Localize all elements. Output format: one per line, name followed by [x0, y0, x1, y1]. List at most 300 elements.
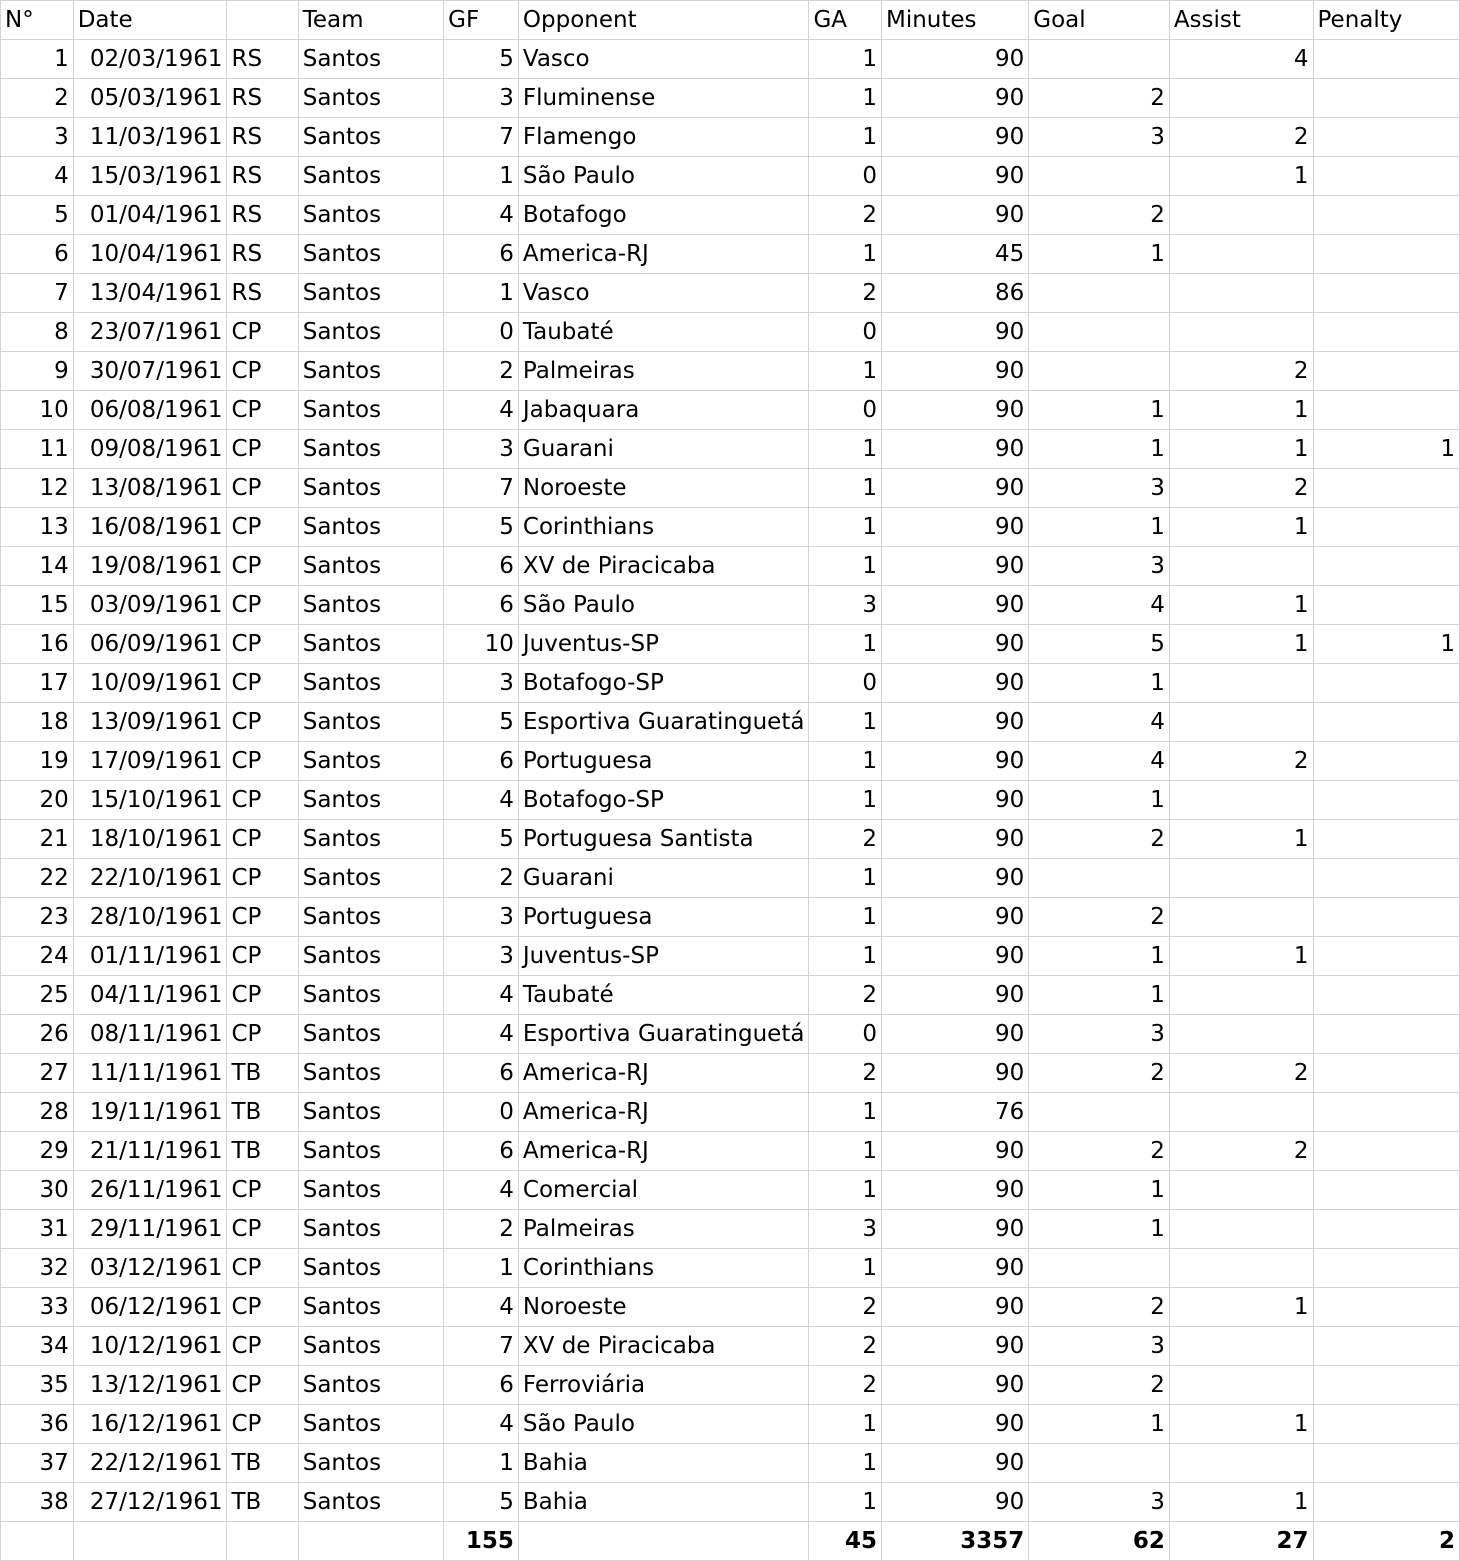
cell-competition[interactable]: RS — [227, 79, 298, 118]
cell-date[interactable]: 06/09/1961 — [73, 625, 227, 664]
cell-number[interactable]: 4 — [1, 157, 74, 196]
cell-team[interactable]: Santos — [298, 79, 443, 118]
cell-opponent[interactable]: Bahia — [518, 1483, 809, 1522]
cell-gf[interactable]: 10 — [444, 625, 519, 664]
cell-minutes[interactable]: 90 — [881, 976, 1028, 1015]
cell-competition[interactable]: RS — [227, 235, 298, 274]
header-cell-opponent[interactable]: Opponent — [518, 1, 809, 40]
cell-assist[interactable] — [1169, 1171, 1313, 1210]
cell-opponent[interactable]: Ferroviária — [518, 1366, 809, 1405]
cell-date[interactable]: 06/08/1961 — [73, 391, 227, 430]
total-cell-gf[interactable]: 155 — [444, 1522, 519, 1561]
cell-team[interactable]: Santos — [298, 898, 443, 937]
cell-ga[interactable]: 3 — [809, 1210, 882, 1249]
cell-competition[interactable]: RS — [227, 274, 298, 313]
cell-penalty[interactable] — [1313, 820, 1460, 859]
cell-gf[interactable]: 1 — [444, 1249, 519, 1288]
cell-opponent[interactable]: Noroeste — [518, 1288, 809, 1327]
cell-gf[interactable]: 0 — [444, 1093, 519, 1132]
cell-competition[interactable]: CP — [227, 937, 298, 976]
cell-opponent[interactable]: America-RJ — [518, 1132, 809, 1171]
cell-number[interactable]: 26 — [1, 1015, 74, 1054]
cell-opponent[interactable]: Botafogo — [518, 196, 809, 235]
cell-ga[interactable]: 1 — [809, 781, 882, 820]
cell-minutes[interactable]: 90 — [881, 703, 1028, 742]
cell-penalty[interactable] — [1313, 1444, 1460, 1483]
cell-number[interactable]: 13 — [1, 508, 74, 547]
cell-team[interactable]: Santos — [298, 274, 443, 313]
cell-ga[interactable]: 1 — [809, 235, 882, 274]
cell-opponent[interactable]: Palmeiras — [518, 1210, 809, 1249]
cell-assist[interactable] — [1169, 664, 1313, 703]
cell-competition[interactable]: CP — [227, 469, 298, 508]
cell-opponent[interactable]: Corinthians — [518, 1249, 809, 1288]
header-cell-minutes[interactable]: Minutes — [881, 1, 1028, 40]
cell-ga[interactable]: 1 — [809, 1483, 882, 1522]
cell-gf[interactable]: 3 — [444, 664, 519, 703]
cell-team[interactable]: Santos — [298, 547, 443, 586]
cell-goal[interactable] — [1029, 859, 1170, 898]
cell-number[interactable]: 23 — [1, 898, 74, 937]
cell-goal[interactable]: 4 — [1029, 703, 1170, 742]
cell-date[interactable]: 09/08/1961 — [73, 430, 227, 469]
cell-penalty[interactable] — [1313, 859, 1460, 898]
cell-penalty[interactable] — [1313, 1054, 1460, 1093]
cell-assist[interactable]: 1 — [1169, 1288, 1313, 1327]
cell-gf[interactable]: 3 — [444, 898, 519, 937]
cell-gf[interactable]: 5 — [444, 508, 519, 547]
cell-goal[interactable] — [1029, 1249, 1170, 1288]
cell-assist[interactable] — [1169, 313, 1313, 352]
cell-penalty[interactable] — [1313, 1483, 1460, 1522]
cell-number[interactable]: 38 — [1, 1483, 74, 1522]
cell-number[interactable]: 25 — [1, 976, 74, 1015]
cell-minutes[interactable]: 90 — [881, 40, 1028, 79]
cell-assist[interactable]: 1 — [1169, 1405, 1313, 1444]
cell-competition[interactable]: CP — [227, 1288, 298, 1327]
cell-assist[interactable] — [1169, 547, 1313, 586]
cell-minutes[interactable]: 90 — [881, 1249, 1028, 1288]
cell-team[interactable]: Santos — [298, 664, 443, 703]
cell-goal[interactable]: 3 — [1029, 1015, 1170, 1054]
cell-ga[interactable]: 1 — [809, 352, 882, 391]
cell-opponent[interactable]: America-RJ — [518, 235, 809, 274]
cell-assist[interactable]: 2 — [1169, 1132, 1313, 1171]
header-cell-team[interactable]: Team — [298, 1, 443, 40]
cell-number[interactable]: 33 — [1, 1288, 74, 1327]
cell-gf[interactable]: 6 — [444, 1054, 519, 1093]
cell-ga[interactable]: 0 — [809, 1015, 882, 1054]
cell-opponent[interactable]: Esportiva Guaratinguetá — [518, 703, 809, 742]
cell-opponent[interactable]: Noroeste — [518, 469, 809, 508]
cell-penalty[interactable] — [1313, 196, 1460, 235]
cell-ga[interactable]: 1 — [809, 859, 882, 898]
cell-competition[interactable]: CP — [227, 820, 298, 859]
cell-gf[interactable]: 3 — [444, 79, 519, 118]
cell-gf[interactable]: 4 — [444, 781, 519, 820]
cell-penalty[interactable] — [1313, 703, 1460, 742]
cell-number[interactable]: 17 — [1, 664, 74, 703]
cell-goal[interactable]: 1 — [1029, 664, 1170, 703]
cell-goal[interactable]: 1 — [1029, 976, 1170, 1015]
total-cell-penalty[interactable]: 2 — [1313, 1522, 1460, 1561]
cell-gf[interactable]: 4 — [444, 976, 519, 1015]
cell-goal[interactable] — [1029, 352, 1170, 391]
cell-date[interactable]: 17/09/1961 — [73, 742, 227, 781]
cell-minutes[interactable]: 90 — [881, 1444, 1028, 1483]
cell-opponent[interactable]: Portuguesa — [518, 898, 809, 937]
cell-team[interactable]: Santos — [298, 1444, 443, 1483]
cell-competition[interactable]: CP — [227, 547, 298, 586]
cell-penalty[interactable] — [1313, 508, 1460, 547]
cell-ga[interactable]: 1 — [809, 40, 882, 79]
cell-assist[interactable]: 1 — [1169, 937, 1313, 976]
cell-ga[interactable]: 0 — [809, 313, 882, 352]
cell-competition[interactable]: CP — [227, 976, 298, 1015]
header-cell-goal[interactable]: Goal — [1029, 1, 1170, 40]
cell-assist[interactable]: 1 — [1169, 508, 1313, 547]
cell-penalty[interactable] — [1313, 157, 1460, 196]
cell-gf[interactable]: 7 — [444, 469, 519, 508]
cell-date[interactable]: 29/11/1961 — [73, 1210, 227, 1249]
cell-minutes[interactable]: 90 — [881, 781, 1028, 820]
cell-ga[interactable]: 0 — [809, 391, 882, 430]
cell-penalty[interactable] — [1313, 586, 1460, 625]
cell-gf[interactable]: 6 — [444, 1366, 519, 1405]
cell-minutes[interactable]: 90 — [881, 391, 1028, 430]
cell-minutes[interactable]: 90 — [881, 742, 1028, 781]
cell-assist[interactable]: 1 — [1169, 586, 1313, 625]
cell-opponent[interactable]: Portuguesa — [518, 742, 809, 781]
cell-competition[interactable]: CP — [227, 1405, 298, 1444]
cell-gf[interactable]: 4 — [444, 1405, 519, 1444]
cell-goal[interactable] — [1029, 1093, 1170, 1132]
header-cell-date[interactable]: Date — [73, 1, 227, 40]
cell-opponent[interactable]: XV de Piracicaba — [518, 1327, 809, 1366]
cell-ga[interactable]: 1 — [809, 469, 882, 508]
cell-goal[interactable]: 1 — [1029, 937, 1170, 976]
cell-number[interactable]: 35 — [1, 1366, 74, 1405]
cell-date[interactable]: 08/11/1961 — [73, 1015, 227, 1054]
cell-penalty[interactable] — [1313, 1249, 1460, 1288]
cell-assist[interactable]: 2 — [1169, 118, 1313, 157]
cell-opponent[interactable]: America-RJ — [518, 1093, 809, 1132]
cell-ga[interactable]: 2 — [809, 1054, 882, 1093]
cell-team[interactable]: Santos — [298, 313, 443, 352]
cell-ga[interactable]: 1 — [809, 898, 882, 937]
cell-date[interactable]: 28/10/1961 — [73, 898, 227, 937]
cell-date[interactable]: 18/10/1961 — [73, 820, 227, 859]
cell-minutes[interactable]: 90 — [881, 352, 1028, 391]
cell-goal[interactable] — [1029, 40, 1170, 79]
cell-penalty[interactable] — [1313, 742, 1460, 781]
cell-opponent[interactable]: Portuguesa Santista — [518, 820, 809, 859]
cell-date[interactable]: 13/08/1961 — [73, 469, 227, 508]
cell-gf[interactable]: 6 — [444, 1132, 519, 1171]
cell-date[interactable]: 05/03/1961 — [73, 79, 227, 118]
cell-number[interactable]: 20 — [1, 781, 74, 820]
cell-competition[interactable]: CP — [227, 313, 298, 352]
cell-date[interactable]: 30/07/1961 — [73, 352, 227, 391]
cell-goal[interactable]: 5 — [1029, 625, 1170, 664]
cell-ga[interactable]: 3 — [809, 586, 882, 625]
cell-gf[interactable]: 6 — [444, 742, 519, 781]
cell-number[interactable]: 22 — [1, 859, 74, 898]
cell-number[interactable]: 2 — [1, 79, 74, 118]
cell-gf[interactable]: 1 — [444, 1444, 519, 1483]
cell-date[interactable]: 01/11/1961 — [73, 937, 227, 976]
cell-date[interactable]: 13/04/1961 — [73, 274, 227, 313]
cell-number[interactable]: 31 — [1, 1210, 74, 1249]
cell-goal[interactable]: 1 — [1029, 1210, 1170, 1249]
cell-penalty[interactable] — [1313, 547, 1460, 586]
cell-ga[interactable]: 1 — [809, 742, 882, 781]
cell-minutes[interactable]: 90 — [881, 820, 1028, 859]
cell-minutes[interactable]: 90 — [881, 1366, 1028, 1405]
cell-goal[interactable]: 4 — [1029, 586, 1170, 625]
cell-goal[interactable]: 1 — [1029, 391, 1170, 430]
cell-team[interactable]: Santos — [298, 1093, 443, 1132]
cell-minutes[interactable]: 90 — [881, 664, 1028, 703]
cell-team[interactable]: Santos — [298, 1015, 443, 1054]
cell-goal[interactable]: 1 — [1029, 430, 1170, 469]
cell-opponent[interactable]: Botafogo-SP — [518, 781, 809, 820]
header-cell-assist[interactable]: Assist — [1169, 1, 1313, 40]
cell-goal[interactable]: 3 — [1029, 1483, 1170, 1522]
cell-opponent[interactable]: Taubaté — [518, 313, 809, 352]
cell-number[interactable]: 7 — [1, 274, 74, 313]
cell-date[interactable]: 10/12/1961 — [73, 1327, 227, 1366]
cell-assist[interactable]: 4 — [1169, 40, 1313, 79]
cell-team[interactable]: Santos — [298, 1171, 443, 1210]
cell-competition[interactable]: CP — [227, 1249, 298, 1288]
cell-gf[interactable]: 3 — [444, 430, 519, 469]
cell-penalty[interactable] — [1313, 1132, 1460, 1171]
cell-number[interactable]: 8 — [1, 313, 74, 352]
cell-date[interactable]: 10/04/1961 — [73, 235, 227, 274]
cell-gf[interactable]: 6 — [444, 235, 519, 274]
cell-goal[interactable] — [1029, 313, 1170, 352]
cell-assist[interactable] — [1169, 235, 1313, 274]
cell-number[interactable]: 9 — [1, 352, 74, 391]
cell-team[interactable]: Santos — [298, 118, 443, 157]
cell-number[interactable]: 10 — [1, 391, 74, 430]
cell-competition[interactable]: TB — [227, 1483, 298, 1522]
cell-team[interactable]: Santos — [298, 1483, 443, 1522]
cell-team[interactable]: Santos — [298, 1405, 443, 1444]
cell-goal[interactable]: 2 — [1029, 79, 1170, 118]
cell-competition[interactable]: CP — [227, 859, 298, 898]
cell-competition[interactable]: RS — [227, 196, 298, 235]
cell-team[interactable]: Santos — [298, 430, 443, 469]
cell-minutes[interactable]: 45 — [881, 235, 1028, 274]
cell-team[interactable]: Santos — [298, 859, 443, 898]
cell-minutes[interactable]: 90 — [881, 937, 1028, 976]
cell-gf[interactable]: 5 — [444, 820, 519, 859]
cell-date[interactable]: 22/10/1961 — [73, 859, 227, 898]
cell-number[interactable]: 6 — [1, 235, 74, 274]
cell-penalty[interactable] — [1313, 40, 1460, 79]
cell-penalty[interactable] — [1313, 352, 1460, 391]
cell-competition[interactable]: TB — [227, 1132, 298, 1171]
cell-opponent[interactable]: Guarani — [518, 859, 809, 898]
cell-date[interactable]: 19/08/1961 — [73, 547, 227, 586]
cell-assist[interactable]: 2 — [1169, 469, 1313, 508]
cell-team[interactable]: Santos — [298, 1366, 443, 1405]
cell-ga[interactable]: 0 — [809, 157, 882, 196]
cell-competition[interactable]: RS — [227, 118, 298, 157]
cell-goal[interactable] — [1029, 157, 1170, 196]
cell-minutes[interactable]: 90 — [881, 1483, 1028, 1522]
cell-ga[interactable]: 1 — [809, 79, 882, 118]
cell-date[interactable]: 19/11/1961 — [73, 1093, 227, 1132]
header-cell-number[interactable]: N° — [1, 1, 74, 40]
cell-assist[interactable] — [1169, 274, 1313, 313]
cell-goal[interactable]: 3 — [1029, 1327, 1170, 1366]
cell-assist[interactable] — [1169, 859, 1313, 898]
cell-ga[interactable]: 1 — [809, 547, 882, 586]
cell-ga[interactable]: 1 — [809, 703, 882, 742]
cell-goal[interactable]: 2 — [1029, 1366, 1170, 1405]
cell-ga[interactable]: 1 — [809, 1093, 882, 1132]
cell-opponent[interactable]: Guarani — [518, 430, 809, 469]
cell-gf[interactable]: 2 — [444, 859, 519, 898]
cell-team[interactable]: Santos — [298, 508, 443, 547]
cell-penalty[interactable] — [1313, 1210, 1460, 1249]
cell-goal[interactable] — [1029, 1444, 1170, 1483]
cell-number[interactable]: 27 — [1, 1054, 74, 1093]
header-cell-penalty[interactable]: Penalty — [1313, 1, 1460, 40]
cell-team[interactable]: Santos — [298, 781, 443, 820]
cell-competition[interactable]: CP — [227, 781, 298, 820]
cell-number[interactable]: 37 — [1, 1444, 74, 1483]
cell-gf[interactable]: 2 — [444, 1210, 519, 1249]
cell-date[interactable]: 21/11/1961 — [73, 1132, 227, 1171]
cell-competition[interactable]: TB — [227, 1093, 298, 1132]
cell-team[interactable]: Santos — [298, 625, 443, 664]
cell-penalty[interactable] — [1313, 274, 1460, 313]
cell-assist[interactable] — [1169, 1093, 1313, 1132]
cell-minutes[interactable]: 90 — [881, 508, 1028, 547]
cell-team[interactable]: Santos — [298, 742, 443, 781]
cell-date[interactable]: 15/03/1961 — [73, 157, 227, 196]
cell-date[interactable]: 02/03/1961 — [73, 40, 227, 79]
cell-ga[interactable]: 1 — [809, 625, 882, 664]
cell-ga[interactable]: 2 — [809, 976, 882, 1015]
cell-team[interactable]: Santos — [298, 1054, 443, 1093]
cell-gf[interactable]: 4 — [444, 391, 519, 430]
cell-goal[interactable]: 1 — [1029, 235, 1170, 274]
cell-number[interactable]: 19 — [1, 742, 74, 781]
cell-goal[interactable] — [1029, 274, 1170, 313]
cell-assist[interactable] — [1169, 898, 1313, 937]
cell-opponent[interactable]: Vasco — [518, 40, 809, 79]
cell-penalty[interactable] — [1313, 1405, 1460, 1444]
cell-minutes[interactable]: 90 — [881, 1015, 1028, 1054]
cell-assist[interactable] — [1169, 196, 1313, 235]
cell-ga[interactable]: 1 — [809, 937, 882, 976]
cell-assist[interactable] — [1169, 1366, 1313, 1405]
total-cell-goal[interactable]: 62 — [1029, 1522, 1170, 1561]
cell-date[interactable]: 01/04/1961 — [73, 196, 227, 235]
cell-penalty[interactable] — [1313, 664, 1460, 703]
cell-gf[interactable]: 1 — [444, 274, 519, 313]
cell-minutes[interactable]: 76 — [881, 1093, 1028, 1132]
cell-gf[interactable]: 0 — [444, 313, 519, 352]
cell-goal[interactable]: 1 — [1029, 781, 1170, 820]
cell-opponent[interactable]: Comercial — [518, 1171, 809, 1210]
cell-competition[interactable]: CP — [227, 664, 298, 703]
cell-ga[interactable]: 1 — [809, 1171, 882, 1210]
cell-number[interactable]: 14 — [1, 547, 74, 586]
cell-competition[interactable]: TB — [227, 1444, 298, 1483]
cell-opponent[interactable]: Fluminense — [518, 79, 809, 118]
cell-opponent[interactable]: Juventus-SP — [518, 625, 809, 664]
cell-assist[interactable]: 1 — [1169, 391, 1313, 430]
cell-gf[interactable]: 5 — [444, 1483, 519, 1522]
cell-competition[interactable]: CP — [227, 430, 298, 469]
cell-goal[interactable]: 2 — [1029, 898, 1170, 937]
cell-opponent[interactable]: Taubaté — [518, 976, 809, 1015]
cell-opponent[interactable]: Bahia — [518, 1444, 809, 1483]
cell-minutes[interactable]: 90 — [881, 157, 1028, 196]
cell-opponent[interactable]: Corinthians — [518, 508, 809, 547]
cell-gf[interactable]: 4 — [444, 196, 519, 235]
cell-date[interactable]: 27/12/1961 — [73, 1483, 227, 1522]
cell-team[interactable]: Santos — [298, 196, 443, 235]
cell-opponent[interactable]: Vasco — [518, 274, 809, 313]
cell-opponent[interactable]: America-RJ — [518, 1054, 809, 1093]
cell-number[interactable]: 18 — [1, 703, 74, 742]
cell-ga[interactable]: 1 — [809, 1132, 882, 1171]
cell-competition[interactable]: CP — [227, 625, 298, 664]
total-cell-assist[interactable]: 27 — [1169, 1522, 1313, 1561]
cell-competition[interactable]: CP — [227, 742, 298, 781]
cell-assist[interactable]: 2 — [1169, 742, 1313, 781]
cell-number[interactable]: 24 — [1, 937, 74, 976]
cell-date[interactable]: 16/12/1961 — [73, 1405, 227, 1444]
cell-goal[interactable]: 2 — [1029, 196, 1170, 235]
cell-assist[interactable] — [1169, 1015, 1313, 1054]
cell-opponent[interactable]: Esportiva Guaratinguetá — [518, 1015, 809, 1054]
cell-competition[interactable]: CP — [227, 391, 298, 430]
cell-competition[interactable]: CP — [227, 1015, 298, 1054]
cell-competition[interactable]: CP — [227, 1327, 298, 1366]
header-cell-gf[interactable]: GF — [444, 1, 519, 40]
header-cell-ga[interactable]: GA — [809, 1, 882, 40]
cell-ga[interactable]: 1 — [809, 430, 882, 469]
cell-opponent[interactable]: Flamengo — [518, 118, 809, 157]
cell-goal[interactable]: 1 — [1029, 1171, 1170, 1210]
cell-penalty[interactable] — [1313, 898, 1460, 937]
cell-date[interactable]: 03/09/1961 — [73, 586, 227, 625]
cell-ga[interactable]: 2 — [809, 196, 882, 235]
cell-minutes[interactable]: 90 — [881, 1327, 1028, 1366]
cell-team[interactable]: Santos — [298, 937, 443, 976]
cell-opponent[interactable]: São Paulo — [518, 1405, 809, 1444]
cell-competition[interactable]: TB — [227, 1054, 298, 1093]
cell-minutes[interactable]: 90 — [881, 625, 1028, 664]
cell-number[interactable]: 3 — [1, 118, 74, 157]
cell-assist[interactable] — [1169, 1249, 1313, 1288]
cell-penalty[interactable] — [1313, 976, 1460, 1015]
cell-assist[interactable]: 1 — [1169, 157, 1313, 196]
cell-gf[interactable]: 4 — [444, 1171, 519, 1210]
cell-gf[interactable]: 2 — [444, 352, 519, 391]
cell-competition[interactable]: RS — [227, 40, 298, 79]
cell-goal[interactable]: 1 — [1029, 508, 1170, 547]
cell-team[interactable]: Santos — [298, 820, 443, 859]
